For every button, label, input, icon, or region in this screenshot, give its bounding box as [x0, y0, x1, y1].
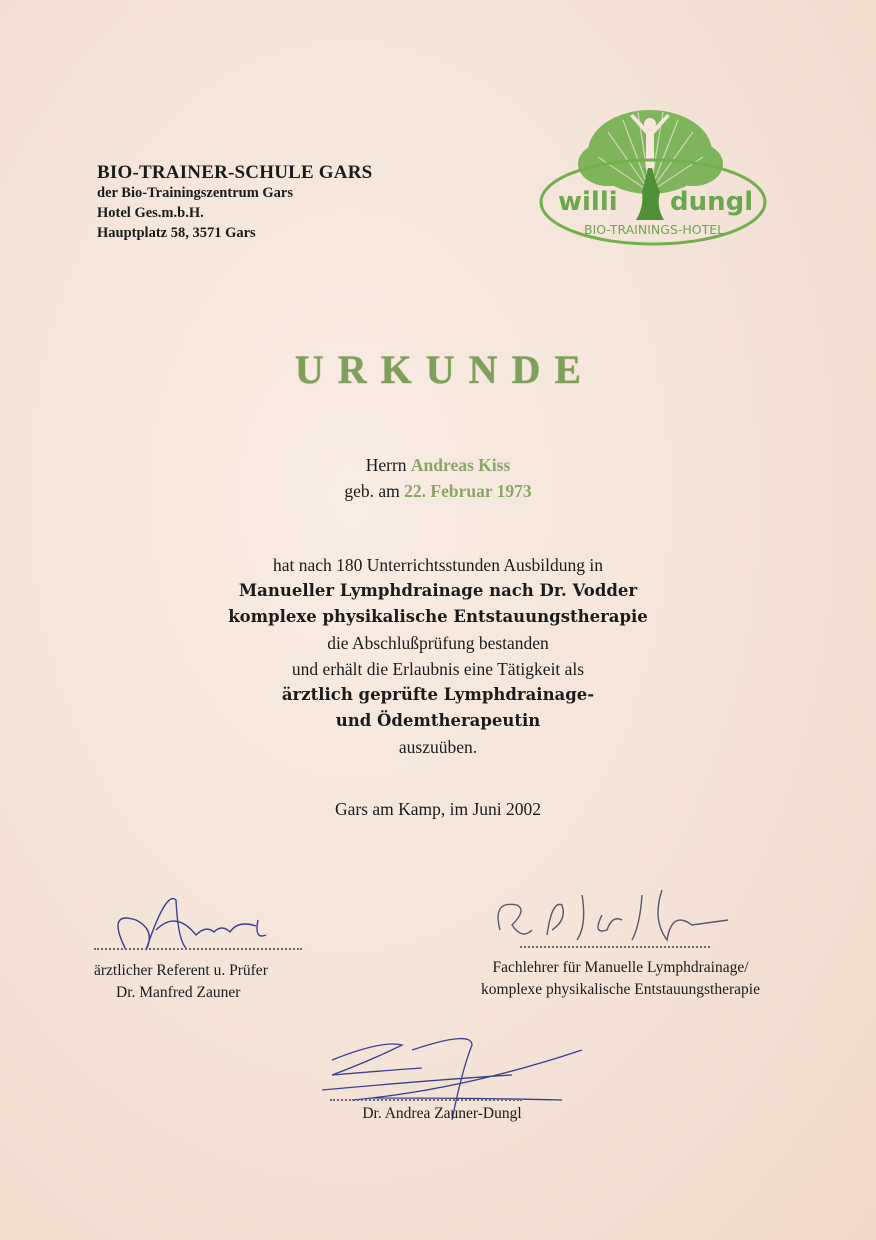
bottom-signer-name: Dr. Andrea Zauner-Dungl [362, 1105, 522, 1122]
birth-date: 22. Februar 1973 [404, 481, 532, 501]
letterhead [97, 163, 372, 243]
body-line-2: Manueller Lymphdrainage nach Dr. Vodder [238, 581, 638, 600]
body-line-6: ärztlich geprüfte Lymphdrainage- [281, 685, 595, 704]
recipient-name: Andreas Kiss [410, 455, 511, 475]
right-role-line-2: komplexe physikalische Entstauungstherapie [481, 981, 760, 998]
willi-dungl-logo [538, 102, 768, 252]
birth-prefix: geb. am [344, 481, 400, 501]
letterhead-line-1: der Bio-Trainingszentrum Gars [97, 185, 294, 201]
recipient-block [0, 452, 876, 504]
body-line-1: hat nach 180 Unterrichtsstunden Ausbildung in [272, 555, 604, 575]
salutation: Herrn [365, 455, 407, 475]
body-line-3: komplexe physikalische Entstauungstherapie [228, 607, 648, 626]
signature-line-right [520, 946, 710, 948]
body-line-7: und Ödemtherapeutin [335, 711, 541, 730]
school-name: BIO-TRAINER-SCHULE GARS [97, 162, 373, 183]
signature-right [492, 880, 732, 960]
body-line-5: und erhält die Erlaubnis eine Tätigkeit als [291, 659, 585, 679]
certificate-body [0, 552, 876, 760]
letterhead-line-3: Hauptplatz 58, 3571 Gars [97, 225, 256, 241]
place-date: Gars am Kamp, im Juni 2002 [334, 799, 542, 819]
logo-subtitle: BIO-TRAININGS-HOTEL [584, 222, 725, 237]
right-signer-role [448, 957, 793, 1001]
signature-line-left [94, 948, 302, 950]
letterhead-line-2: Hotel Ges.m.b.H. [97, 205, 204, 221]
logo-word-left: willi [558, 187, 618, 217]
left-signer-name: Dr. Manfred Zauner [116, 984, 241, 1001]
right-role-line-1: Fachlehrer für Manuelle Lymphdrainage/ [492, 959, 749, 976]
left-signer-role: ärztlicher Referent u. Prüfer [94, 962, 268, 979]
body-line-8: auszuüben. [398, 737, 478, 757]
body-line-4: die Abschlußprüfung bestanden [327, 633, 549, 653]
signature-line-bottom [330, 1099, 522, 1101]
certificate-title: URKUNDE [294, 347, 596, 392]
logo-word-right: dungl [670, 187, 754, 217]
